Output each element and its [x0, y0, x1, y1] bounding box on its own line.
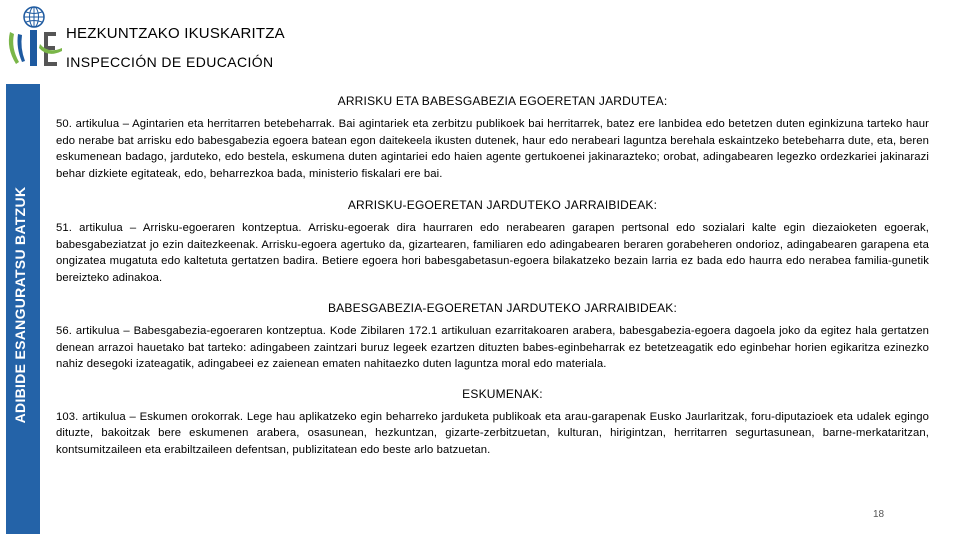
section-heading-risk-guidelines: ARRISKU-EGOERETAN JARDUTEKO JARRAIBIDEAK: [347, 198, 658, 212]
article-51-text: 51. artikulua – Arrisku-egoeraren kontzeptua. Arrisku-egoerak dira haurraren edo nerabearen garapen pertsonal edo sozialari kalte egin diezaioketen egoerak, babesgabeziatzat jo ezin daitezkeenak. Arrisku-egoera agertuko da, gizartearen, familiaren edo adingabearen beraren gorabeheren ondorioz, adingabearen garapena eta ongizatea mugatuta edo kaltetuta gertatzen badira. Betiere egoera hori babesgabetasun-egoera bilakatzeko bezain larria ez bada edo haurra edo nerabea familia-gunetik bereizteko adinakoa. [56, 222, 929, 284]
org-name-basque: HEZKUNTZAKO IKUSKARITZA [66, 25, 285, 42]
section-heading-risk-neglect: ARRISKU ETA BABESGABEZIA EGOERETAN JARDUTEA: [337, 94, 668, 108]
article-103-text: 103. artikulua – Eskumen orokorrak. Lege hau aplikatzeko egin beharreko jarduketa publikoak eta arau-garapenak Eusko Jaurlaritzak, foru-diputazioek eta udalek egingo dituzte, bakoitzak bere eskumenen arabera, osasunean, hezkuntzan, gizarte-zerbitzuetan, kulturan, hirigintzan, herritarren segurtasunean, barne-merkataritzan, kontsumitzaileen eta erabiltzaileen defentsan, publizitatean edo beste arlo batzuetan. [56, 410, 929, 456]
main-content [56, 86, 929, 458]
ikuskaritza-logo [4, 4, 64, 70]
article-50-text: 50. artikulua – Agintarien eta herritarren betebeharrak. Bai agintariek eta zerbitzu publikoek bai herritarrek, batez ere lanbidea edo betetzen duten eginkizuna tarteko haur edo nerabe bat arrisku edo babesgabezia egoera batean egon daitekeela ikusten dutenek, haur edo nerabeari laguntza berehala eskaintzeko betebeharra dute, eta, beren eskumenean badago, jarduteko, edo bestela, eskumena duten agintariei edo haien agente gertukoenei jakinarazteko; orobat, adingabearen legezko ordezkariei jakinarazi behar dizkiete egitateak, edo, beharrezkoa bada, ministerio fiskalari ere bai. [56, 118, 929, 180]
logo-globe-icon [24, 7, 44, 27]
sidebar-label: ADIBIDE ESANGURATSU BATZUK [12, 186, 28, 424]
section-heading-neglect-guidelines: BABESGABEZIA-EGOERETAN JARDUTEKO JARRAIBIDEAK: [327, 301, 678, 315]
article-56-text: 56. artikulua – Babesgabezia-egoeraren kontzeptua. Kode Zibilaren 172.1 artikuluan ezarritakoaren arabera, babesgabezia-egoera dagoela joko da egitez hala gertatzen denean arrazoi hauetako bat tarteko: adingabeen zaintzari buruz legeek ezartzen dituzten babes-eginbeharrak ez betetzeagatik edo eginbehar horien egikaritza ezinezko nahiz desegoki izateagatik, adingabeei ez zaienean ematen nahitaezko duten laguntza moral edo materiala. [56, 325, 929, 370]
org-name-spanish: INSPECCIÓN DE EDUCACIÓN [66, 54, 274, 70]
page-number: 18 [873, 509, 885, 520]
section-heading-competences: ESKUMENAK: [462, 386, 543, 401]
